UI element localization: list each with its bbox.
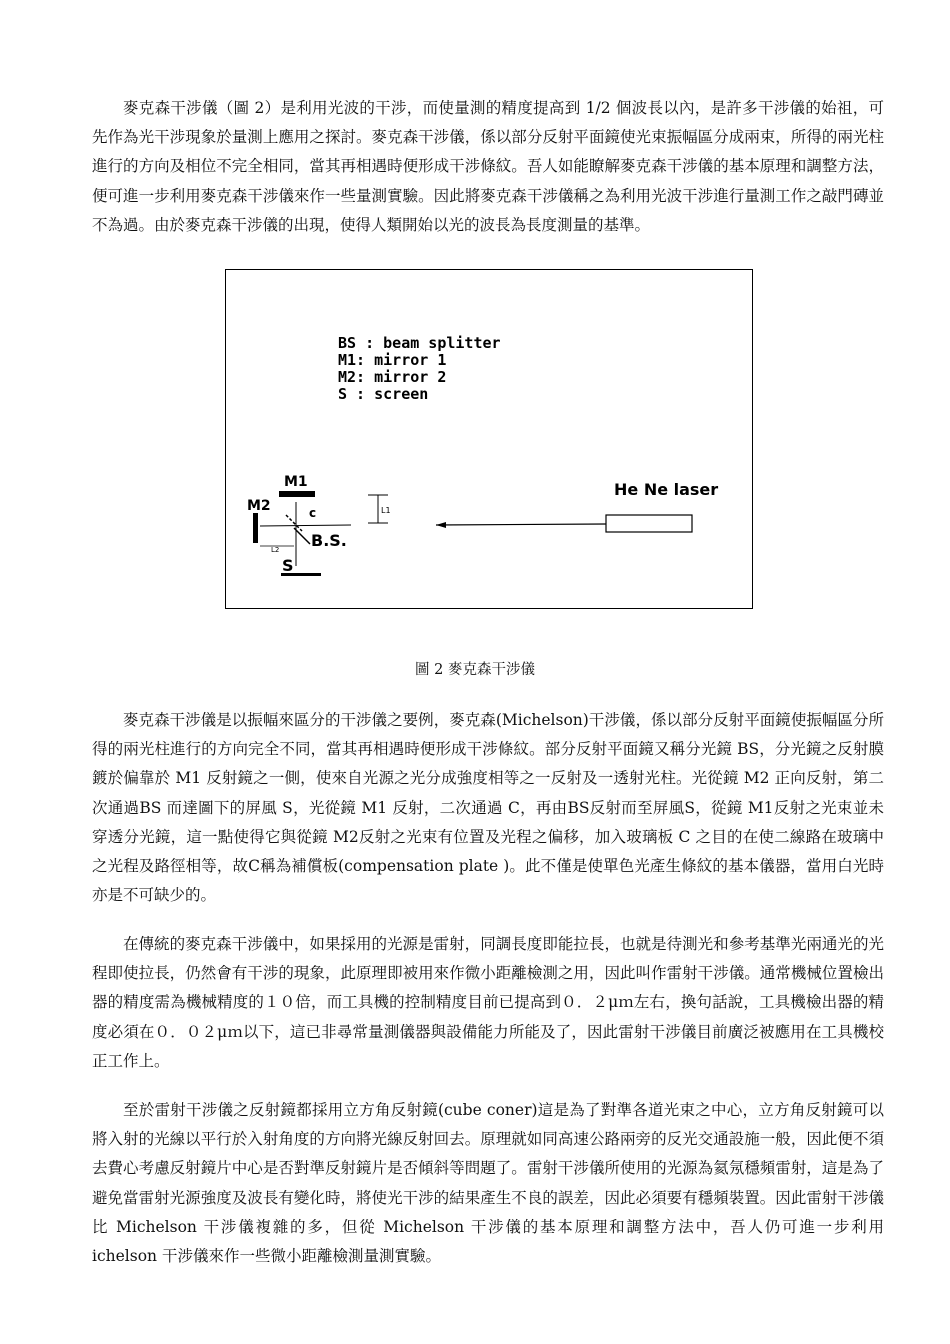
figure-michelson-diagram (225, 269, 753, 609)
mirror-m2 (253, 513, 258, 543)
beam-arrow-head (436, 522, 446, 528)
path-l2-label: L2 (271, 546, 280, 554)
screen-label: S (282, 556, 294, 575)
laser-label: He Ne laser (614, 480, 719, 499)
path-l1-label: L1 (381, 506, 391, 515)
michelson-diagram-svg (226, 270, 754, 610)
legend-line-m2: M2: mirror 2 (338, 368, 447, 386)
figure-caption: 圖 2 麥克森干涉儀 (415, 662, 535, 678)
laser-beam (436, 524, 606, 525)
legend-line-m1: M1: mirror 1 (338, 351, 447, 369)
m1-label: M1 (284, 474, 308, 490)
legend-line-bs: BS : beam splitter (338, 334, 501, 352)
legend-line-s: S : screen (338, 385, 429, 403)
paragraph-laser-interferometer: 在傳統的麥克森干涉儀中，如果採用的光源是雷射，同調長度即能拉長，也就是待測光和參考基準光兩通光的光程即使拉長，仍然會有干涉的現象，此原理即被用來作微小距離檢測之用，因此叫作雷射干涉儀。通常機械位置檢出器的精度需為機械精度的１０倍，而工具機的控制精度目前已提高到０．２μｍ左右，換句話說，工具機檢出器的精度必須在０．０２μｍ以下，這已非尋常量測儀器與設備能力所能及了，因此雷射干涉儀目前廣泛被應用在工具機校正工作上。 (92, 935, 884, 1070)
beam-to-m2 (260, 525, 351, 526)
m2-label: M2 (247, 498, 271, 514)
paragraph-michelson-principle: 麥克森干涉儀是以振幅來區分的干涉儀之要例，麥克森(Michelson)干涉儀，係以部分反射平面鏡使振幅區分所得的兩光柱進行的方向完全不同，當其再相遇時便形成干涉條紋。部分反射平面鏡又稱分光鏡 BS，分光鏡之反射膜鍍於偏靠於 M1 反射鏡之一側，使來自光源之光分成強度相等之一反射及一透射光柱。光從鏡 M2 正向反射，第二次通過BS 而達圖下的屏風 S，光從鏡 M1 反射，二次通過 C，再由BS反射而至屏風S，從鏡 M1反射之光束並未穿透分光鏡，這一點使得它與從鏡 M2反射之光束有位置及光程之偏移，加入玻璃板 C 之目的在使二線路在玻璃中之光程及路徑相等，故C稱為補償板(compensation plate )。此不僅是使單色光產生條紋的基本儀器，當用白光時亦是不可缺少的。 (92, 711, 884, 905)
laser-body (606, 515, 692, 532)
mirror-m1 (279, 491, 315, 497)
beam-splitter-label: B.S. (311, 531, 347, 550)
paragraph-intro: 麥克森干涉儀（圖 2）是利用光波的干涉，而使量測的精度提高到 1/2 個波長以內，是許多干涉儀的始祖，可先作為光干涉現象於量測上應用之探討。麥克森干涉儀，係以部分反射平面鏡使光束振幅區分成兩束，所得的兩光柱進行的方向及相位不完全相同，當其再相遇時便形成干涉條紋。吾人如能瞭解麥克森干涉儀的基本原理和調整方法，便可進一步利用麥克森干涉儀來作一些量測實驗。因此將麥克森干涉儀稱之為利用光波干涉進行量測工作之敲門磚並不為過。由於麥克森干涉儀的出現，使得人類開始以光的波長為長度測量的基準。 (92, 99, 884, 234)
compensator-label: c (309, 506, 317, 520)
paragraph-cube-corner: 至於雷射干涉儀之反射鏡都採用立方角反射鏡(cube coner)這是為了對準各道光束之中心，立方角反射鏡可以將入射的光線以平行於入射角度的方向將光線反射回去。原理就如同高速公路兩旁的反光交通設施一般，因此便不須去費心考慮反射鏡片中心是否對準反射鏡片是否傾斜等問題了。雷射干涉儀所使用的光源為氦氖穩頻雷射，這是為了避免當雷射光源強度及波長有變化時，將使光干涉的結果產生不良的誤差，因此必須要有穩頻裝置。因此雷射干涉儀比 Michelson 干涉儀複雜的多，但從 Michelson 干涉儀的基本原理和調整方法中，吾人仍可進一步利用 ichelson 干涉儀來作一些微小距離檢測量測實驗。 (92, 1101, 884, 1266)
